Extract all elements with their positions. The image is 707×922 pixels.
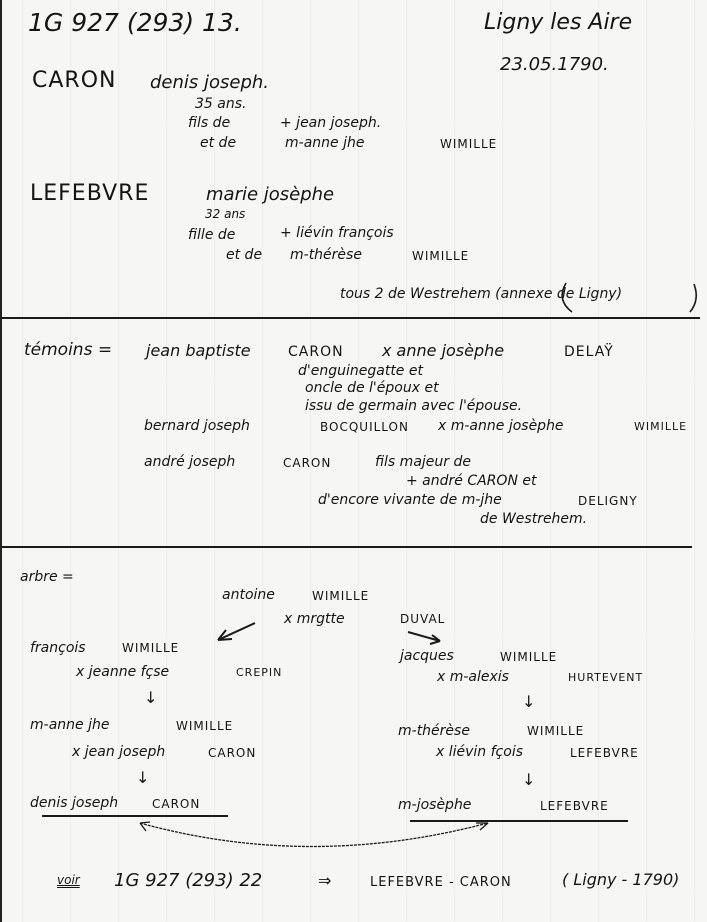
close-paren-stroke [690, 284, 696, 312]
tree-right-g3-surname: LEFEBVRE [540, 799, 609, 813]
tree-right-g3-given: m-josèphe [398, 797, 472, 813]
bride-father-prefix: fille de [188, 227, 236, 243]
tree-left-g1-spouse-surname: CREPIN [236, 666, 283, 679]
witnesses-label: témoins = [24, 340, 113, 360]
tree-right-g3-underline [410, 820, 628, 822]
tree-left-g3-given: denis joseph [30, 795, 119, 811]
witness1-spouse-surname: DELAŸ [564, 344, 614, 360]
tree-right-g2-spouse-given: x liévin fçois [436, 744, 524, 760]
groom-mother-given: m-anne jhe [285, 135, 365, 151]
tree-left-g1-given: françois [30, 640, 86, 656]
witness3-line3: d'encore vivante de m-jhe [318, 492, 502, 508]
groom-surname: CARON [32, 68, 117, 93]
witness1-line3: oncle de l'époux et [305, 380, 439, 396]
tree-left-arrow-2: ↓ [136, 768, 150, 787]
section-divider-1 [2, 317, 700, 319]
witness1-line4: issu de germain avec l'épouse. [305, 398, 523, 414]
tree-left-g3-underline [42, 815, 228, 817]
tree-root-surname: WIMILLE [312, 589, 370, 603]
groom-given-names: denis joseph. [150, 72, 270, 93]
witness1-line2: d'enguinegatte et [298, 363, 423, 379]
bride-mother-given: m-thérèse [290, 247, 362, 263]
tree-right-g1-given: jacques [400, 648, 454, 664]
groom-mother-surname: WIMILLE [440, 137, 498, 151]
section-divider-2 [2, 546, 692, 548]
groom-age: 35 ans. [195, 96, 247, 112]
bride-surname: LEFEBVRE [30, 181, 150, 206]
bride-mother-surname: WIMILLE [412, 249, 470, 263]
groom-father-prefix: fils de [188, 115, 231, 131]
witness1-name: jean baptiste [146, 341, 251, 360]
see-also-reference: 1G 927 (293) 22 [114, 870, 263, 891]
tree-right-g1-surname: WIMILLE [500, 650, 558, 664]
tree-right-g2-surname: WIMILLE [527, 724, 585, 738]
tree-root-spouse-surname: DUVAL [400, 612, 446, 626]
tree-label: arbre = [20, 569, 74, 585]
witness2-name: bernard joseph [144, 418, 250, 434]
witness3-line3-surname: DELIGNY [578, 494, 638, 508]
arrow-to-francois-icon [218, 623, 255, 640]
witness3-name: andré joseph [144, 454, 236, 470]
witness1-spouse: x anne josèphe [382, 341, 505, 360]
tree-left-g2-surname: WIMILLE [176, 719, 234, 733]
tree-root-spouse-given: x mrgtte [284, 611, 345, 627]
tree-right-g2-given: m-thérèse [398, 723, 470, 739]
witness2-surname: BOCQUILLON [320, 420, 409, 434]
witness2-spouse-surname: WIMILLE [634, 420, 688, 433]
tree-right-g2-spouse-surname: LEFEBVRE [570, 746, 639, 760]
residence-note: tous 2 de Westrehem (annexe de Ligny) [340, 286, 623, 302]
witness3-relation: fils majeur de [375, 454, 471, 470]
bride-father: + liévin françois [280, 225, 394, 241]
tree-right-g1-spouse-given: x m-alexis [437, 669, 509, 685]
witness2-spouse: x m-anne josèphe [438, 418, 564, 434]
tree-left-g3-surname: CARON [152, 797, 201, 811]
bride-age: 32 ans [205, 207, 246, 221]
tree-right-arrow-1: ↓ [522, 692, 536, 711]
tree-left-g2-spouse-given: x jean joseph [72, 744, 166, 760]
bride-mother-prefix: et de [226, 247, 263, 263]
tree-right-g1-spouse-surname: HURTEVENT [568, 671, 644, 684]
groom-father: + jean joseph. [280, 115, 382, 131]
page-left-edge [0, 0, 2, 922]
witness1-surname: CARON [288, 344, 344, 360]
marriage-link-arrow-icon [140, 822, 488, 847]
tree-left-g2-spouse-surname: CARON [208, 746, 257, 760]
record-reference: 1G 927 (293) 13. [28, 8, 242, 37]
record-date: 23.05.1790. [500, 54, 609, 75]
tree-left-g2-given: m-anne jhe [30, 717, 110, 733]
witness3-surname: CARON [283, 456, 332, 470]
tree-right-arrow-2: ↓ [522, 770, 536, 789]
see-also-place: ( Ligny - 1790) [562, 870, 680, 889]
tree-root-given: antoine [222, 587, 275, 603]
bride-given-names: marie josèphe [206, 184, 335, 205]
tree-left-g1-spouse-given: x jeanne fçse [76, 664, 170, 680]
witness3-line4: de Westrehem. [480, 511, 588, 527]
tree-left-arrow-1: ↓ [144, 688, 158, 707]
witness3-line2: + andré CARON et [406, 473, 537, 489]
see-also-arrow: ⇒ [318, 871, 332, 890]
groom-mother-prefix: et de [200, 135, 237, 151]
see-also-names: LEFEBVRE - CARON [370, 875, 512, 890]
arrow-to-jacques-icon [408, 632, 440, 644]
tree-left-g1-surname: WIMILLE [122, 641, 180, 655]
record-place: Ligny les Aire [484, 10, 633, 35]
see-also-label: voir [57, 873, 80, 887]
